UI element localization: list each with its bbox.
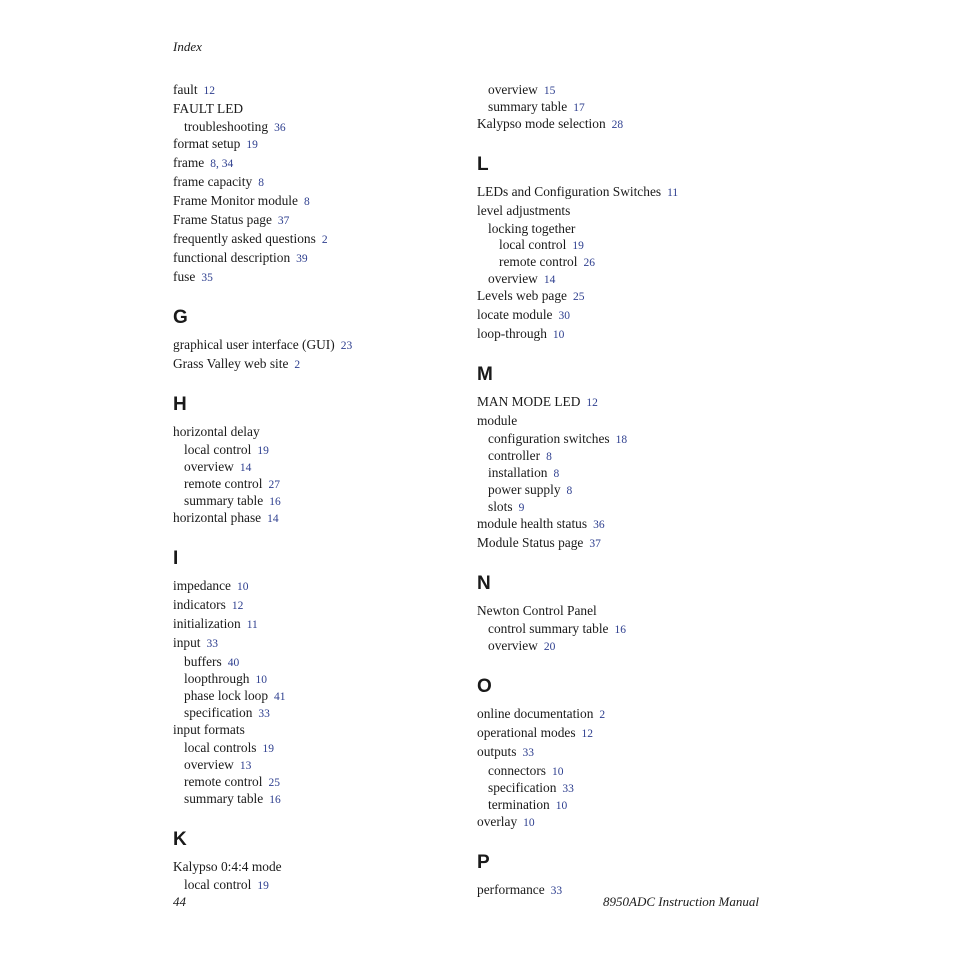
- index-term: installation: [488, 465, 548, 480]
- index-term: overlay: [477, 814, 518, 829]
- index-entry: [477, 288, 767, 305]
- index-entry: [477, 203, 767, 219]
- index-subentry: [477, 780, 767, 797]
- page-reference-link[interactable]: 37: [277, 215, 290, 227]
- index-subentry: [173, 119, 463, 136]
- index-term: summary table: [488, 99, 568, 114]
- index-entry: [477, 725, 767, 742]
- page-reference-link[interactable]: 9: [518, 502, 525, 514]
- index-term: remote control: [184, 774, 263, 789]
- page-reference-link[interactable]: 12: [203, 85, 216, 97]
- index-entry: [173, 269, 463, 286]
- index-letter-heading: M: [477, 364, 493, 385]
- index-entry: [477, 413, 767, 429]
- index-subentry: [477, 638, 767, 655]
- page-reference-link[interactable]: 14: [543, 274, 556, 286]
- page-reference-link[interactable]: 40: [227, 657, 240, 669]
- page-reference-link[interactable]: 16: [614, 624, 626, 636]
- index-subentry: [477, 448, 767, 465]
- index-term: locking together: [488, 221, 576, 236]
- manual-title: 8950ADC Instruction Manual: [603, 894, 759, 909]
- index-subentry: [477, 763, 767, 780]
- page-reference-link[interactable]: 10: [523, 817, 535, 829]
- page-reference-link[interactable]: 33: [550, 885, 563, 897]
- index-entry: [173, 859, 463, 875]
- index-term: configuration switches: [488, 431, 610, 446]
- index-term: fuse: [173, 269, 196, 284]
- index-term: summary table: [184, 791, 264, 806]
- index-term: buffers: [184, 654, 222, 669]
- index-letter-heading: K: [173, 829, 187, 850]
- page-reference-link[interactable]: 19: [262, 743, 275, 755]
- index-column-left: [173, 82, 463, 894]
- index-letter-heading: G: [173, 307, 188, 328]
- index-term: overview: [488, 82, 538, 97]
- index-entry: [173, 424, 463, 440]
- page-reference-link[interactable]: 17: [573, 102, 585, 114]
- page-reference-link[interactable]: 39: [296, 253, 308, 265]
- page-reference-link[interactable]: 18: [615, 434, 628, 446]
- index-term: Frame Status page: [173, 212, 272, 227]
- index-subentry: [173, 459, 463, 476]
- index-subentry: [477, 221, 767, 237]
- index-entry: [173, 155, 463, 172]
- index-entry: [477, 307, 767, 324]
- page-reference-link[interactable]: 10: [552, 329, 565, 341]
- page-number: 44: [173, 894, 186, 909]
- index-term: outputs: [477, 744, 517, 759]
- page-reference-link[interactable]: 10: [237, 581, 249, 593]
- page-reference-link[interactable]: 27: [268, 479, 280, 491]
- index-term: overview: [184, 757, 234, 772]
- page-reference-link[interactable]: 11: [667, 187, 679, 199]
- index-term: phase lock loop: [184, 688, 269, 703]
- index-subentry: [477, 621, 767, 638]
- page-reference-link[interactable]: 33: [522, 747, 534, 759]
- page-reference-link[interactable]: 20: [543, 641, 556, 653]
- index-subentry: [173, 688, 463, 705]
- page-reference-link[interactable]: 23: [340, 340, 353, 352]
- page-reference-link[interactable]: 8: [566, 485, 573, 497]
- index-term: summary table: [184, 493, 264, 508]
- page-reference-link[interactable]: 15: [543, 85, 556, 97]
- index-entry: [477, 706, 767, 723]
- page-reference-link[interactable]: 36: [593, 519, 605, 531]
- index-entry: [173, 101, 463, 117]
- page-reference-link[interactable]: 25: [572, 291, 585, 303]
- index-term: loopthrough: [184, 671, 250, 686]
- page-reference-link[interactable]: 33: [206, 638, 219, 650]
- page-reference-link[interactable]: 19: [572, 240, 584, 252]
- index-term: functional description: [173, 250, 291, 265]
- index-term: graphical user interface (GUI): [173, 337, 335, 352]
- index-term: local control: [184, 442, 252, 457]
- index-term: remote control: [184, 476, 263, 491]
- index-entry: [173, 597, 463, 614]
- page-reference-link[interactable]: 8: [258, 177, 264, 189]
- index-subentry: [477, 271, 767, 288]
- index-entry: [477, 744, 767, 761]
- page-reference-link[interactable]: 33: [562, 783, 574, 795]
- index-entry: [477, 116, 767, 133]
- page-reference-link[interactable]: 36: [274, 122, 286, 134]
- page-reference-link[interactable]: 11: [246, 619, 258, 631]
- index-term: power supply: [488, 482, 561, 497]
- index-entry: [173, 510, 463, 527]
- index-subentry: [477, 99, 767, 116]
- page-reference-link[interactable]: 10: [255, 674, 267, 686]
- index-term: Module Status page: [477, 535, 584, 550]
- page-reference-link[interactable]: 10: [552, 766, 564, 778]
- index-term: troubleshooting: [184, 119, 269, 134]
- page-reference-link[interactable]: 12: [586, 397, 598, 409]
- index-term: local control: [499, 237, 567, 252]
- page-reference-link[interactable]: 14: [267, 513, 279, 525]
- index-subentry: [173, 877, 463, 894]
- index-entry: [173, 136, 463, 153]
- index-entry: [173, 250, 463, 267]
- index-subentry: [173, 757, 463, 774]
- page-reference-link[interactable]: 12: [581, 728, 594, 740]
- page-reference-link[interactable]: 28: [611, 119, 624, 131]
- index-subentry: [173, 740, 463, 757]
- page-reference-link[interactable]: 26: [583, 257, 595, 269]
- index-letter-heading: L: [477, 154, 489, 175]
- index-entry: [477, 516, 767, 533]
- page-reference-link[interactable]: 37: [589, 538, 601, 550]
- index-entry: [477, 814, 767, 831]
- index-entry: [173, 337, 463, 354]
- index-entry: [477, 535, 767, 552]
- index-term: overview: [488, 638, 538, 653]
- index-term: specification: [184, 705, 253, 720]
- index-term: Kalypso 0:4:4 mode: [173, 859, 282, 874]
- index-subentry: [173, 476, 463, 493]
- index-term: performance: [477, 882, 545, 897]
- index-term: input formats: [173, 722, 245, 737]
- index-letter-heading: P: [477, 852, 490, 873]
- index-entry: [173, 174, 463, 191]
- index-entry: [173, 82, 463, 99]
- index-entry: [173, 231, 463, 248]
- index-entry: [173, 616, 463, 633]
- page-reference-link[interactable]: 8: [546, 451, 552, 463]
- index-term: frequently asked questions: [173, 231, 316, 246]
- index-subentry: [477, 431, 767, 448]
- index-term: overview: [184, 459, 234, 474]
- index-entry: [477, 394, 767, 411]
- index-term: module: [477, 413, 518, 428]
- index-term: connectors: [488, 763, 547, 778]
- page-reference-link[interactable]: 8, 34: [210, 158, 234, 170]
- page-reference-link[interactable]: 19: [246, 139, 258, 151]
- index-entry: [173, 635, 463, 652]
- page-reference-link[interactable]: 12: [231, 600, 244, 612]
- page-reference-link[interactable]: 2: [599, 709, 606, 721]
- index-term: FAULT LED: [173, 101, 244, 116]
- index-term: specification: [488, 780, 557, 795]
- index-term: frame capacity: [173, 174, 253, 189]
- index-term: LEDs and Configuration Switches: [477, 184, 662, 199]
- page-reference-link[interactable]: 13: [239, 760, 252, 772]
- index-subentry: [173, 671, 463, 688]
- index-subentry: [477, 499, 767, 516]
- index-term: locate module: [477, 307, 553, 322]
- index-term: controller: [488, 448, 541, 463]
- index-term: local controls: [184, 740, 257, 755]
- index-letter-heading: N: [477, 573, 491, 594]
- index-subentry: [173, 791, 463, 808]
- running-header: Index: [173, 39, 202, 54]
- index-term: Levels web page: [477, 288, 567, 303]
- index-subentry: [477, 254, 767, 271]
- index-term: input: [173, 635, 201, 650]
- index-term: level adjustments: [477, 203, 571, 218]
- index-subentry: [477, 482, 767, 499]
- index-entry: [477, 603, 767, 619]
- index-column-right: [477, 82, 767, 901]
- page-reference-link[interactable]: 19: [257, 880, 269, 892]
- index-term: Grass Valley web site: [173, 356, 289, 371]
- index-term: horizontal delay: [173, 424, 260, 439]
- page-reference-link[interactable]: 2: [321, 234, 328, 246]
- index-entry: [173, 193, 463, 210]
- index-entry: [173, 212, 463, 229]
- index-subentry: [477, 237, 767, 254]
- page-reference-link[interactable]: 25: [268, 777, 280, 789]
- index-term: loop-through: [477, 326, 547, 341]
- index-term: horizontal phase: [173, 510, 262, 525]
- index-term: format setup: [173, 136, 241, 151]
- page-reference-link[interactable]: 19: [257, 445, 269, 457]
- index-term: local control: [184, 877, 252, 892]
- page-reference-link[interactable]: 33: [258, 708, 270, 720]
- index-term: operational modes: [477, 725, 576, 740]
- index-term: indicators: [173, 597, 226, 612]
- index-entry: [173, 722, 463, 738]
- index-term: Newton Control Panel: [477, 603, 597, 618]
- page-reference-link[interactable]: 35: [201, 272, 213, 284]
- index-letter-heading: H: [173, 394, 187, 415]
- index-term: frame: [173, 155, 205, 170]
- index-letter-heading: O: [477, 676, 492, 697]
- page-reference-link[interactable]: 30: [558, 310, 570, 322]
- index-subentry: [477, 797, 767, 814]
- page-reference-link[interactable]: 8: [303, 196, 310, 208]
- index-subentry: [477, 82, 767, 99]
- index-term: Kalypso mode selection: [477, 116, 606, 131]
- index-entry: [477, 326, 767, 343]
- index-term: Frame Monitor module: [173, 193, 298, 208]
- index-subentry: [173, 654, 463, 671]
- index-term: slots: [488, 499, 513, 514]
- page-reference-link[interactable]: 16: [269, 496, 281, 508]
- index-term: control summary table: [488, 621, 609, 636]
- index-term: fault: [173, 82, 198, 97]
- page-reference-link[interactable]: 16: [269, 794, 281, 806]
- index-term: remote control: [499, 254, 578, 269]
- index-subentry: [477, 465, 767, 482]
- index-term: online documentation: [477, 706, 594, 721]
- index-subentry: [173, 705, 463, 722]
- index-term: termination: [488, 797, 550, 812]
- page-reference-link[interactable]: 41: [274, 691, 286, 703]
- index-term: module health status: [477, 516, 588, 531]
- index-term: impedance: [173, 578, 231, 593]
- page-reference-link[interactable]: 10: [555, 800, 568, 812]
- index-subentry: [173, 774, 463, 791]
- index-term: initialization: [173, 616, 241, 631]
- index-term: MAN MODE LED: [477, 394, 581, 409]
- index-subentry: [173, 442, 463, 459]
- index-letter-heading: I: [173, 548, 179, 569]
- page-reference-link[interactable]: 8: [553, 468, 560, 480]
- page-reference-link[interactable]: 2: [294, 359, 301, 371]
- index-entry: [173, 578, 463, 595]
- index-term: overview: [488, 271, 538, 286]
- page-reference-link[interactable]: 14: [239, 462, 252, 474]
- index-entry: [477, 184, 767, 201]
- index-entry: [173, 356, 463, 373]
- index-subentry: [173, 493, 463, 510]
